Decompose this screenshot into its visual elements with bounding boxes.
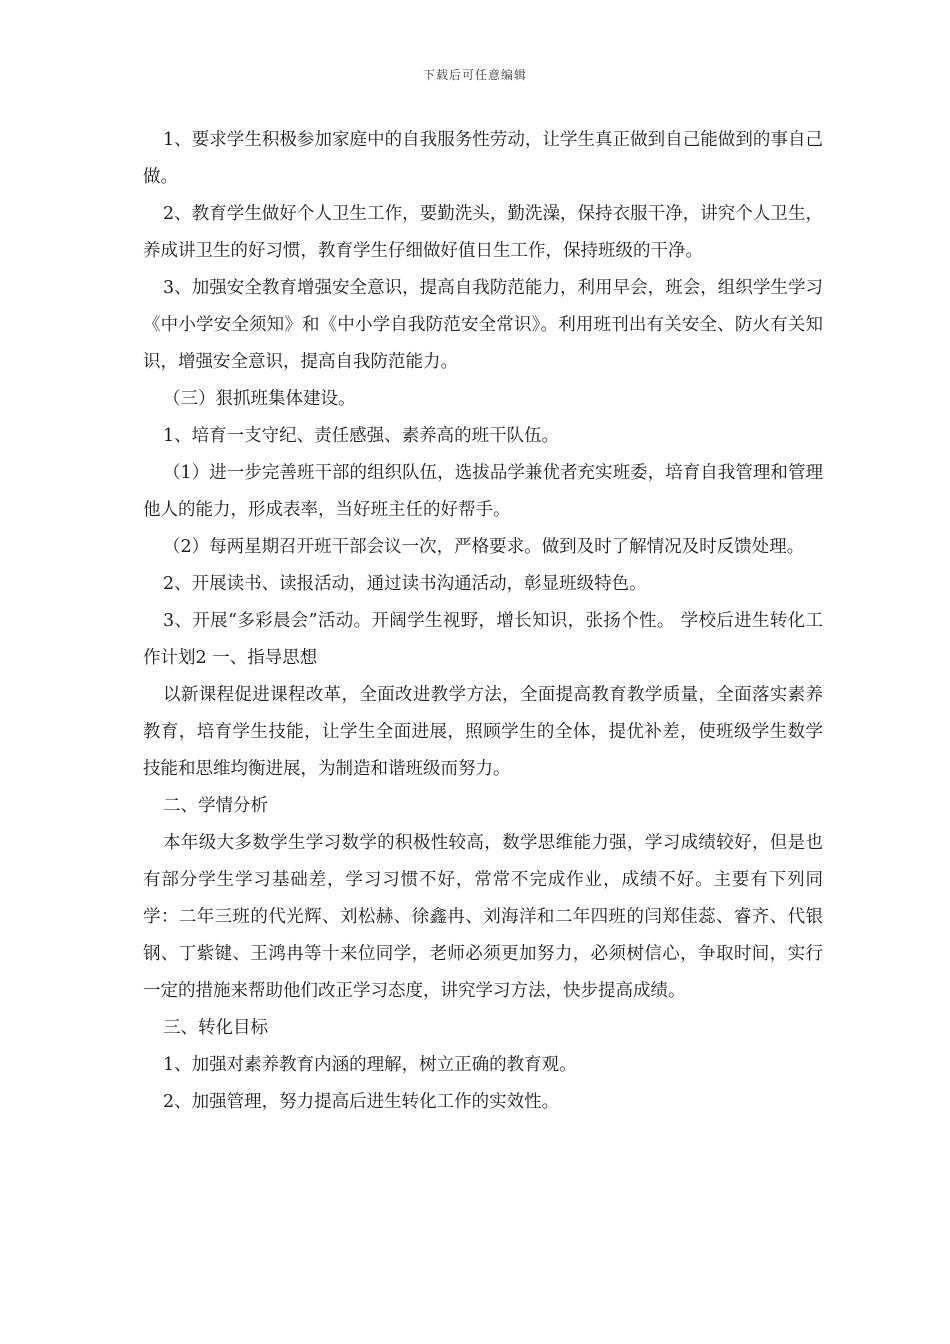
paragraph-12: 本年级大多数学生学习数学的积极性较高，数学思维能力强，学习成绩较好，但是也有部分学生学习基础差，学习习惯不好，常常不完成作业，成绩不好。主要有下列同学：二年三班的代光辉、刘松赫、徐鑫冉、刘海洋和二年四班的闫郑佳蕊、睿齐、代银钢、丁紫键、王鸿冉等十来位同学，老师必须更加努力，必须树信心，争取时间，实行一定的措施来帮助他们改正学习态度，讲究学习方法，快步提高成绩。 — [143, 833, 823, 1001]
paragraph-4: （三）狠抓班集体建设。 — [163, 389, 356, 409]
paragraph-10: 以新课程促进课程改革，全面改进教学方法，全面提高教育教学质量，全面落实素养教育，培育学生技能，让学生全面进展，照顾学生的全体，提优补差，使班级学生数学技能和思维均衡进展，为制造和谐班级而努力。 — [143, 685, 823, 779]
paragraph-8: 2、开展读书、读报活动，通过读书沟通活动，彰显班级特色。 — [163, 574, 647, 594]
paragraph-14: 1、加强对素养教育内涵的理解，树立正确的教育观。 — [163, 1055, 577, 1075]
paragraph-2: 2、教育学生做好个人卫生工作，要勤洗头，勤洗澡，保持衣服干净，讲究个人卫生，养成讲卫生的好习惯，教育学生仔细做好值日生工作，保持班级的干净。 — [143, 204, 823, 261]
paragraph-13: 三、转化目标 — [163, 1018, 268, 1038]
paragraph-15: 2、加强管理，努力提高后进生转化工作的实效性。 — [163, 1092, 560, 1112]
paragraph-6: （1）进一步完善班干部的组织队伍，选拔品学兼优者充实班委，培育自我管理和管理他人的能力，形成表率，当好班主任的好帮手。 — [143, 463, 823, 520]
paragraph-1: 1、要求学生积极参加家庭中的自我服务性劳动，让学生真正做到自己能做到的事自己做。 — [143, 130, 823, 187]
paragraph-5: 1、培育一支守纪、责任感强、素养高的班干队伍。 — [163, 426, 560, 446]
page-header: 下载后可任意编辑 — [422, 68, 527, 82]
paragraph-3: 3、加强安全教育增强安全意识，提高自我防范能力，利用早会，班会，组织学生学习《中小学安全须知》和《中小学自我防范安全常识》。利用班刊出有关安全、防火有关知识，增强安全意识，提高自我防范能力。 — [143, 278, 823, 372]
paragraph-7: （2）每两星期召开班干部会议一次，严格要求。做到及时了解情况及时反馈处理。 — [163, 537, 805, 557]
document-body — [143, 122, 823, 1121]
paragraph-11: 二、学情分析 — [163, 796, 268, 816]
paragraph-9: 3、开展“多彩晨会”活动。开阔学生视野，增长知识，张扬个性。 学校后进生转化工作计划2 一、指导思想 — [143, 611, 823, 668]
